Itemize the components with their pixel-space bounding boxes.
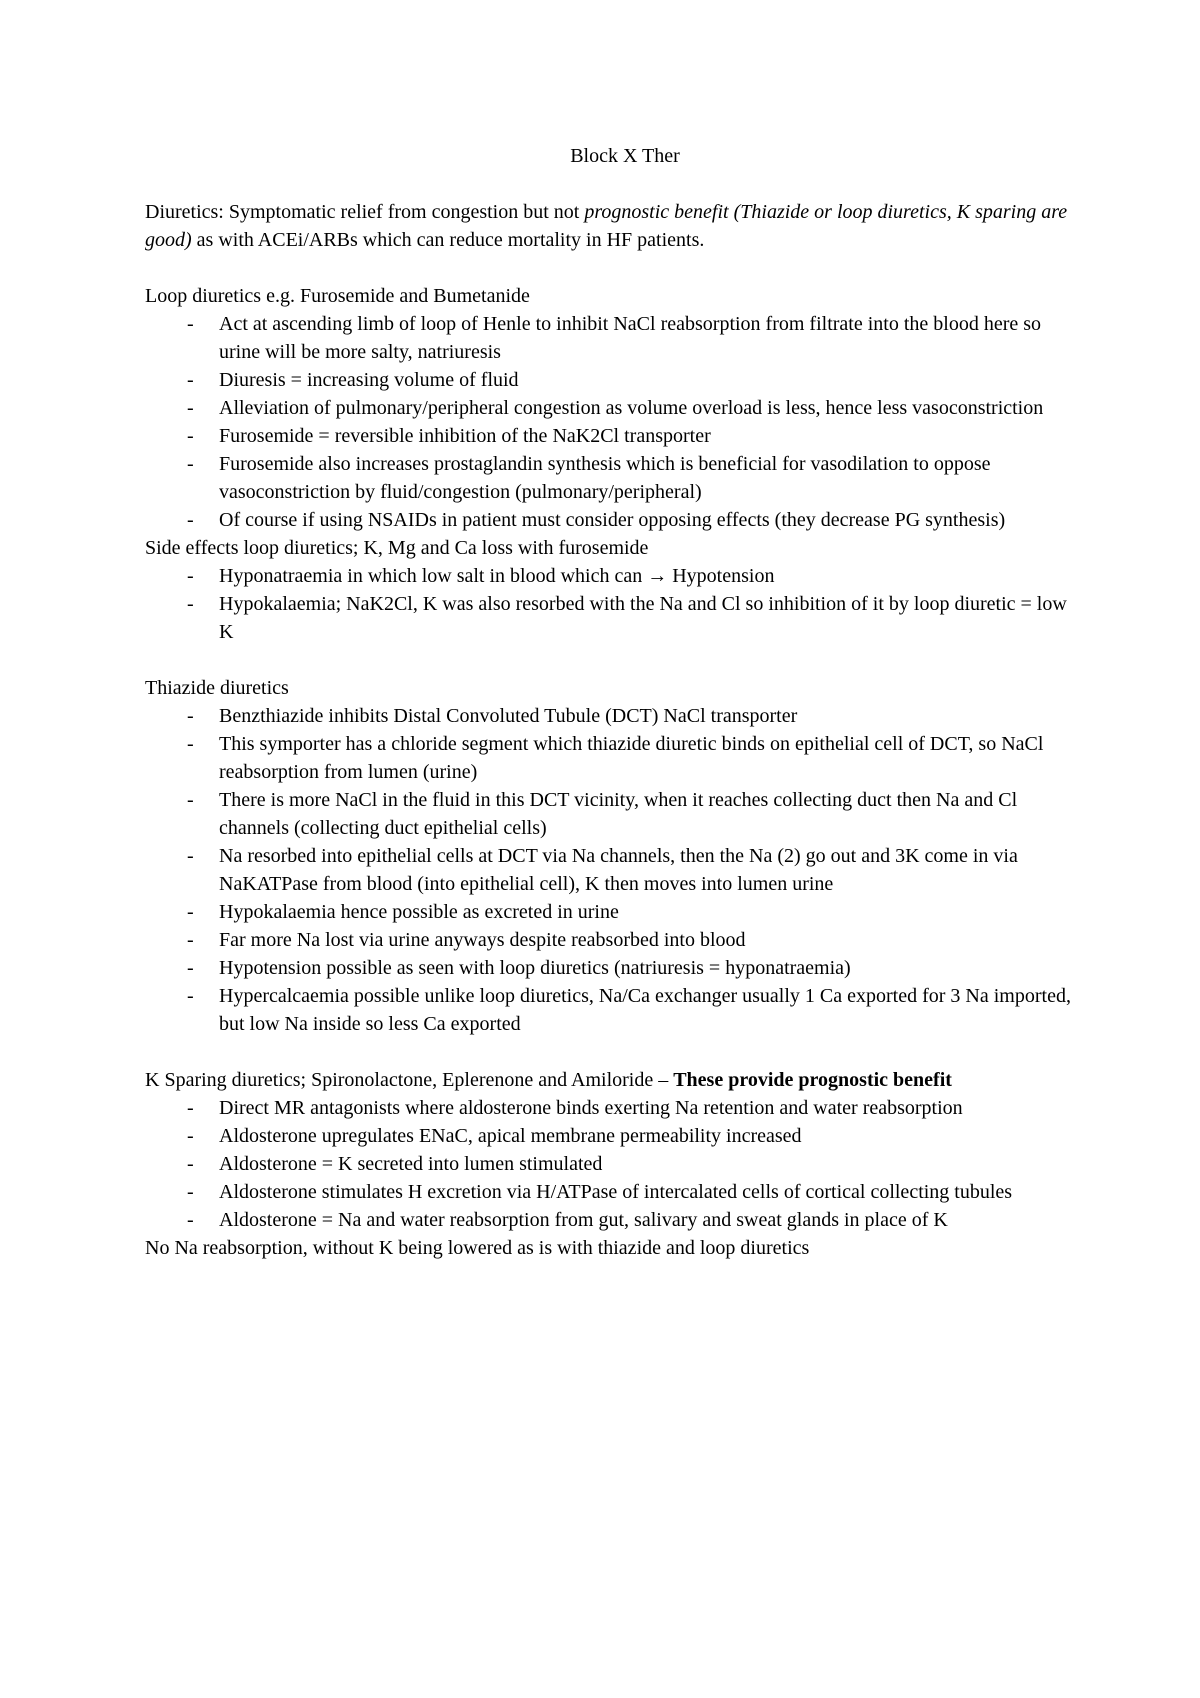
spacer xyxy=(145,1038,1075,1066)
intro-text-3: as with ACEi/ARBs which can reduce mortality in HF patients. xyxy=(191,229,705,251)
list-item: - Of course if using NSAIDs in patient must consider opposing effects (they decrease PG synthesis) xyxy=(145,506,1075,534)
intro-text-1: Diuretics: Symptomatic relief from congestion but not xyxy=(145,201,585,223)
list-item: - Diuresis = increasing volume of fluid xyxy=(145,366,1075,394)
list-item: - Direct MR antagonists where aldosterone binds exerting Na retention and water reabsorption xyxy=(145,1094,1075,1122)
list-item: - Alleviation of pulmonary/peripheral congestion as volume overload is less, hence less vasoconstriction xyxy=(145,394,1075,422)
list-item: - Hypokalaemia; NaK2Cl, K was also resorbed with the Na and Cl so inhibition of it by loop diuretic = low K xyxy=(145,590,1075,646)
list-item: - Hypotension possible as seen with loop diuretics (natriuresis = hyponatraemia) xyxy=(145,954,1075,982)
thiazide-list xyxy=(145,702,1075,1038)
spacer xyxy=(145,170,1075,198)
spacer xyxy=(145,646,1075,674)
list-item: - Hypercalcaemia possible unlike loop diuretics, Na/Ca exchanger usually 1 Ca exported for 3 Na imported, but low Na inside so less Ca exported xyxy=(145,982,1075,1038)
loop-side-effects-list xyxy=(145,562,1075,646)
list-item: - Hyponatraemia in which low salt in blood which can → Hypotension xyxy=(145,562,1075,590)
list-item: - Act at ascending limb of loop of Henle to inhibit NaCl reabsorption from filtrate into the blood here so urine will be more salty, natriuresis xyxy=(145,310,1075,366)
list-item: - Aldosterone = K secreted into lumen stimulated xyxy=(145,1150,1075,1178)
intro-text-italic: prognostic benefit (Thiazide or loop diuretics, K sparing are good) xyxy=(145,201,1068,251)
list-item: - Far more Na lost via urine anyways despite reabsorbed into blood xyxy=(145,926,1075,954)
thiazide-heading: Thiazide diuretics xyxy=(145,677,289,699)
list-item: - Aldosterone upregulates ENaC, apical membrane permeability increased xyxy=(145,1122,1075,1150)
list-item: - Furosemide = reversible inhibition of the NaK2Cl transporter xyxy=(145,422,1075,450)
list-item: - Aldosterone stimulates H excretion via H/ATPase of intercalated cells of cortical collecting tubules xyxy=(145,1178,1075,1206)
document-title: Block X Ther xyxy=(570,145,680,167)
document-page xyxy=(145,142,1075,1262)
list-item: - Aldosterone = Na and water reabsorption from gut, salivary and sweat glands in place of K xyxy=(145,1206,1075,1234)
spacer xyxy=(145,254,1075,282)
k-sparing-list xyxy=(145,1094,1075,1234)
list-item: - There is more NaCl in the fluid in this DCT vicinity, when it reaches collecting duct then Na and Cl channels (collecting duct epithelial cells) xyxy=(145,786,1075,842)
k-sparing-footer: No Na reabsorption, without K being lowered as is with thiazide and loop diuretics xyxy=(145,1237,810,1259)
list-item: - Na resorbed into epithelial cells at DCT via Na channels, then the Na (2) go out and 3K come in via NaKATPase from blood (into epithelial cell), K then moves into lumen urine xyxy=(145,842,1075,898)
list-item: - Benzthiazide inhibits Distal Convoluted Tubule (DCT) NaCl transporter xyxy=(145,702,1075,730)
list-item: - Hypokalaemia hence possible as excreted in urine xyxy=(145,898,1075,926)
list-item: - This symporter has a chloride segment which thiazide diuretic binds on epithelial cell of DCT, so NaCl reabsorption from lumen (urine) xyxy=(145,730,1075,786)
loop-side-effects-heading: Side effects loop diuretics; K, Mg and Ca loss with furosemide xyxy=(145,537,649,559)
k-sparing-heading xyxy=(145,1066,1075,1094)
k-sparing-heading-text: K Sparing diuretics; Spironolactone, Eplerenone and Amiloride – xyxy=(145,1069,674,1091)
k-sparing-heading-bold: These provide prognostic benefit xyxy=(673,1069,952,1091)
loop-heading: Loop diuretics e.g. Furosemide and Bumetanide xyxy=(145,285,530,307)
loop-list xyxy=(145,310,1075,534)
intro-paragraph xyxy=(145,198,1075,254)
list-item: - Furosemide also increases prostaglandin synthesis which is beneficial for vasodilation to oppose vasoconstriction by fluid/congestion (pulmonary/peripheral) xyxy=(145,450,1075,506)
